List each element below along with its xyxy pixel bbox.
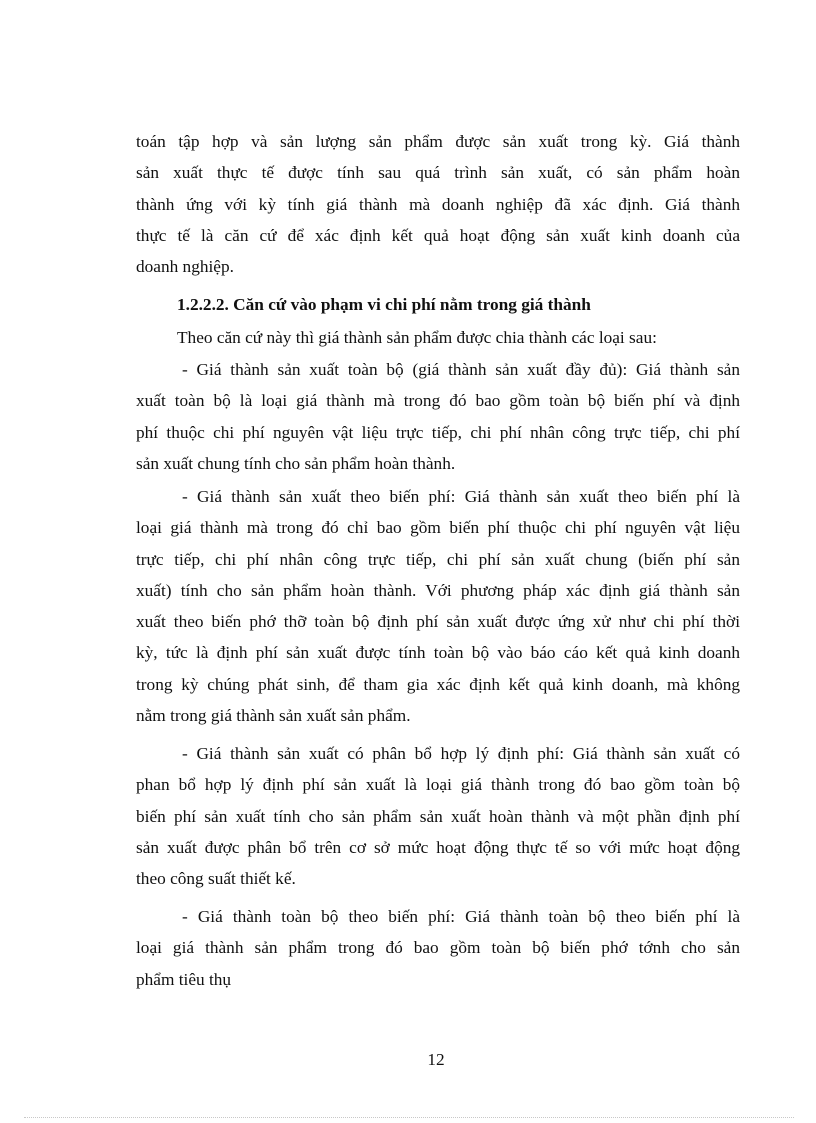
text-line: nằm trong giá thành sản xuất sản phẩm. [136,706,411,726]
text-line: phí thuộc chi phí nguyên vật liệu trực tiếp, chi phí nhân công trực tiếp, chi phí [136,422,740,442]
text-line: thực tế là căn cứ để xác định kết quả hoạt động sản xuất kinh doanh của [136,225,740,245]
text-line: toán tập hợp và sản lượng sản phẩm được sản xuất trong kỳ. Giá thành [136,132,740,151]
text-line: kỳ, tức là định phí sản xuất được tính toàn bộ vào báo cáo kết quả kinh doanh [136,643,740,663]
text-line: - Giá thành sản xuất theo biến phí: Giá thành sản xuất theo biến phí là [182,487,740,506]
text-line: - Giá thành toàn bộ theo biến phí: Giá thành toàn bộ theo biến phí là [182,907,740,926]
text-line: doanh nghiệp. [136,257,234,277]
text-line: trong kỳ chúng phát sinh, để tham gia xác định kết quả kinh doanh, mà không [136,674,740,694]
text-line: xuất) tính cho sản phẩm hoàn thành. Với phương pháp xác định giá thành sản [136,580,740,600]
intro-paragraph [136,126,740,282]
text-line: xuất theo biến phớ thỡ toàn bộ định phí sản xuất được ứng xử như chi phí thời [136,612,740,632]
text-line: loại giá thành mà trong đó chỉ bao gồm biến phí thuộc chi phí nguyên vật liệu [136,518,740,538]
item-allocated-cost [136,738,740,894]
text-line: thành ứng với kỳ tính giá thành mà doanh nghiệp đã xác định. Giá thành [136,194,740,214]
text-line: phẩm tiêu thụ [136,969,232,989]
section-heading: 1.2.2.2. Căn cứ vào phạm vi chi phí nằm trong giá thành [177,295,591,314]
text-line: - Giá thành sản xuất có phân bổ hợp lý định phí: Giá thành sản xuất có [182,744,740,763]
text-line: biến phí sản xuất tính cho sản phẩm sản xuất hoàn thành và một phần định phí [136,806,740,826]
page-bottom-divider [24,1117,794,1118]
text-line: trực tiếp, chi phí nhân công trực tiếp, chi phí sản xuất chung (biến phí sản [136,549,740,569]
item-variable-cost [136,481,740,731]
text-line: sản xuất thực tế được tính sau quá trình sản xuất, có sản phẩm hoàn [136,163,740,183]
page-number [0,1050,816,1070]
text-line: - Giá thành sản xuất toàn bộ (giá thành sản xuất đầy đủ): Giá thành sản [182,360,740,379]
item-full-cost [136,354,740,479]
text-line: theo công suất thiết kế. [136,869,296,889]
page-number-text: 12 [427,1050,445,1069]
text-line: sản xuất được phân bổ trên cơ sở mức hoạt động thực tế so với mức hoạt động [136,837,740,857]
item-total-cost [136,901,740,995]
text-line: loại giá thành sản phẩm trong đó bao gồm toàn bộ biến phớ tớnh cho sản [136,938,740,958]
text-line: phan bổ hợp lý định phí sản xuất là loại giá thành trong đó bao gồm toàn bộ [136,775,740,795]
text-line: xuất toàn bộ là loại giá thành mà trong đó bao gồm toàn bộ biến phí và định [136,391,740,411]
section-intro: Theo căn cứ này thì giá thành sản phẩm được chia thành các loại sau: [177,328,657,347]
text-line: sản xuất chung tính cho sản phẩm hoàn thành. [136,453,456,473]
